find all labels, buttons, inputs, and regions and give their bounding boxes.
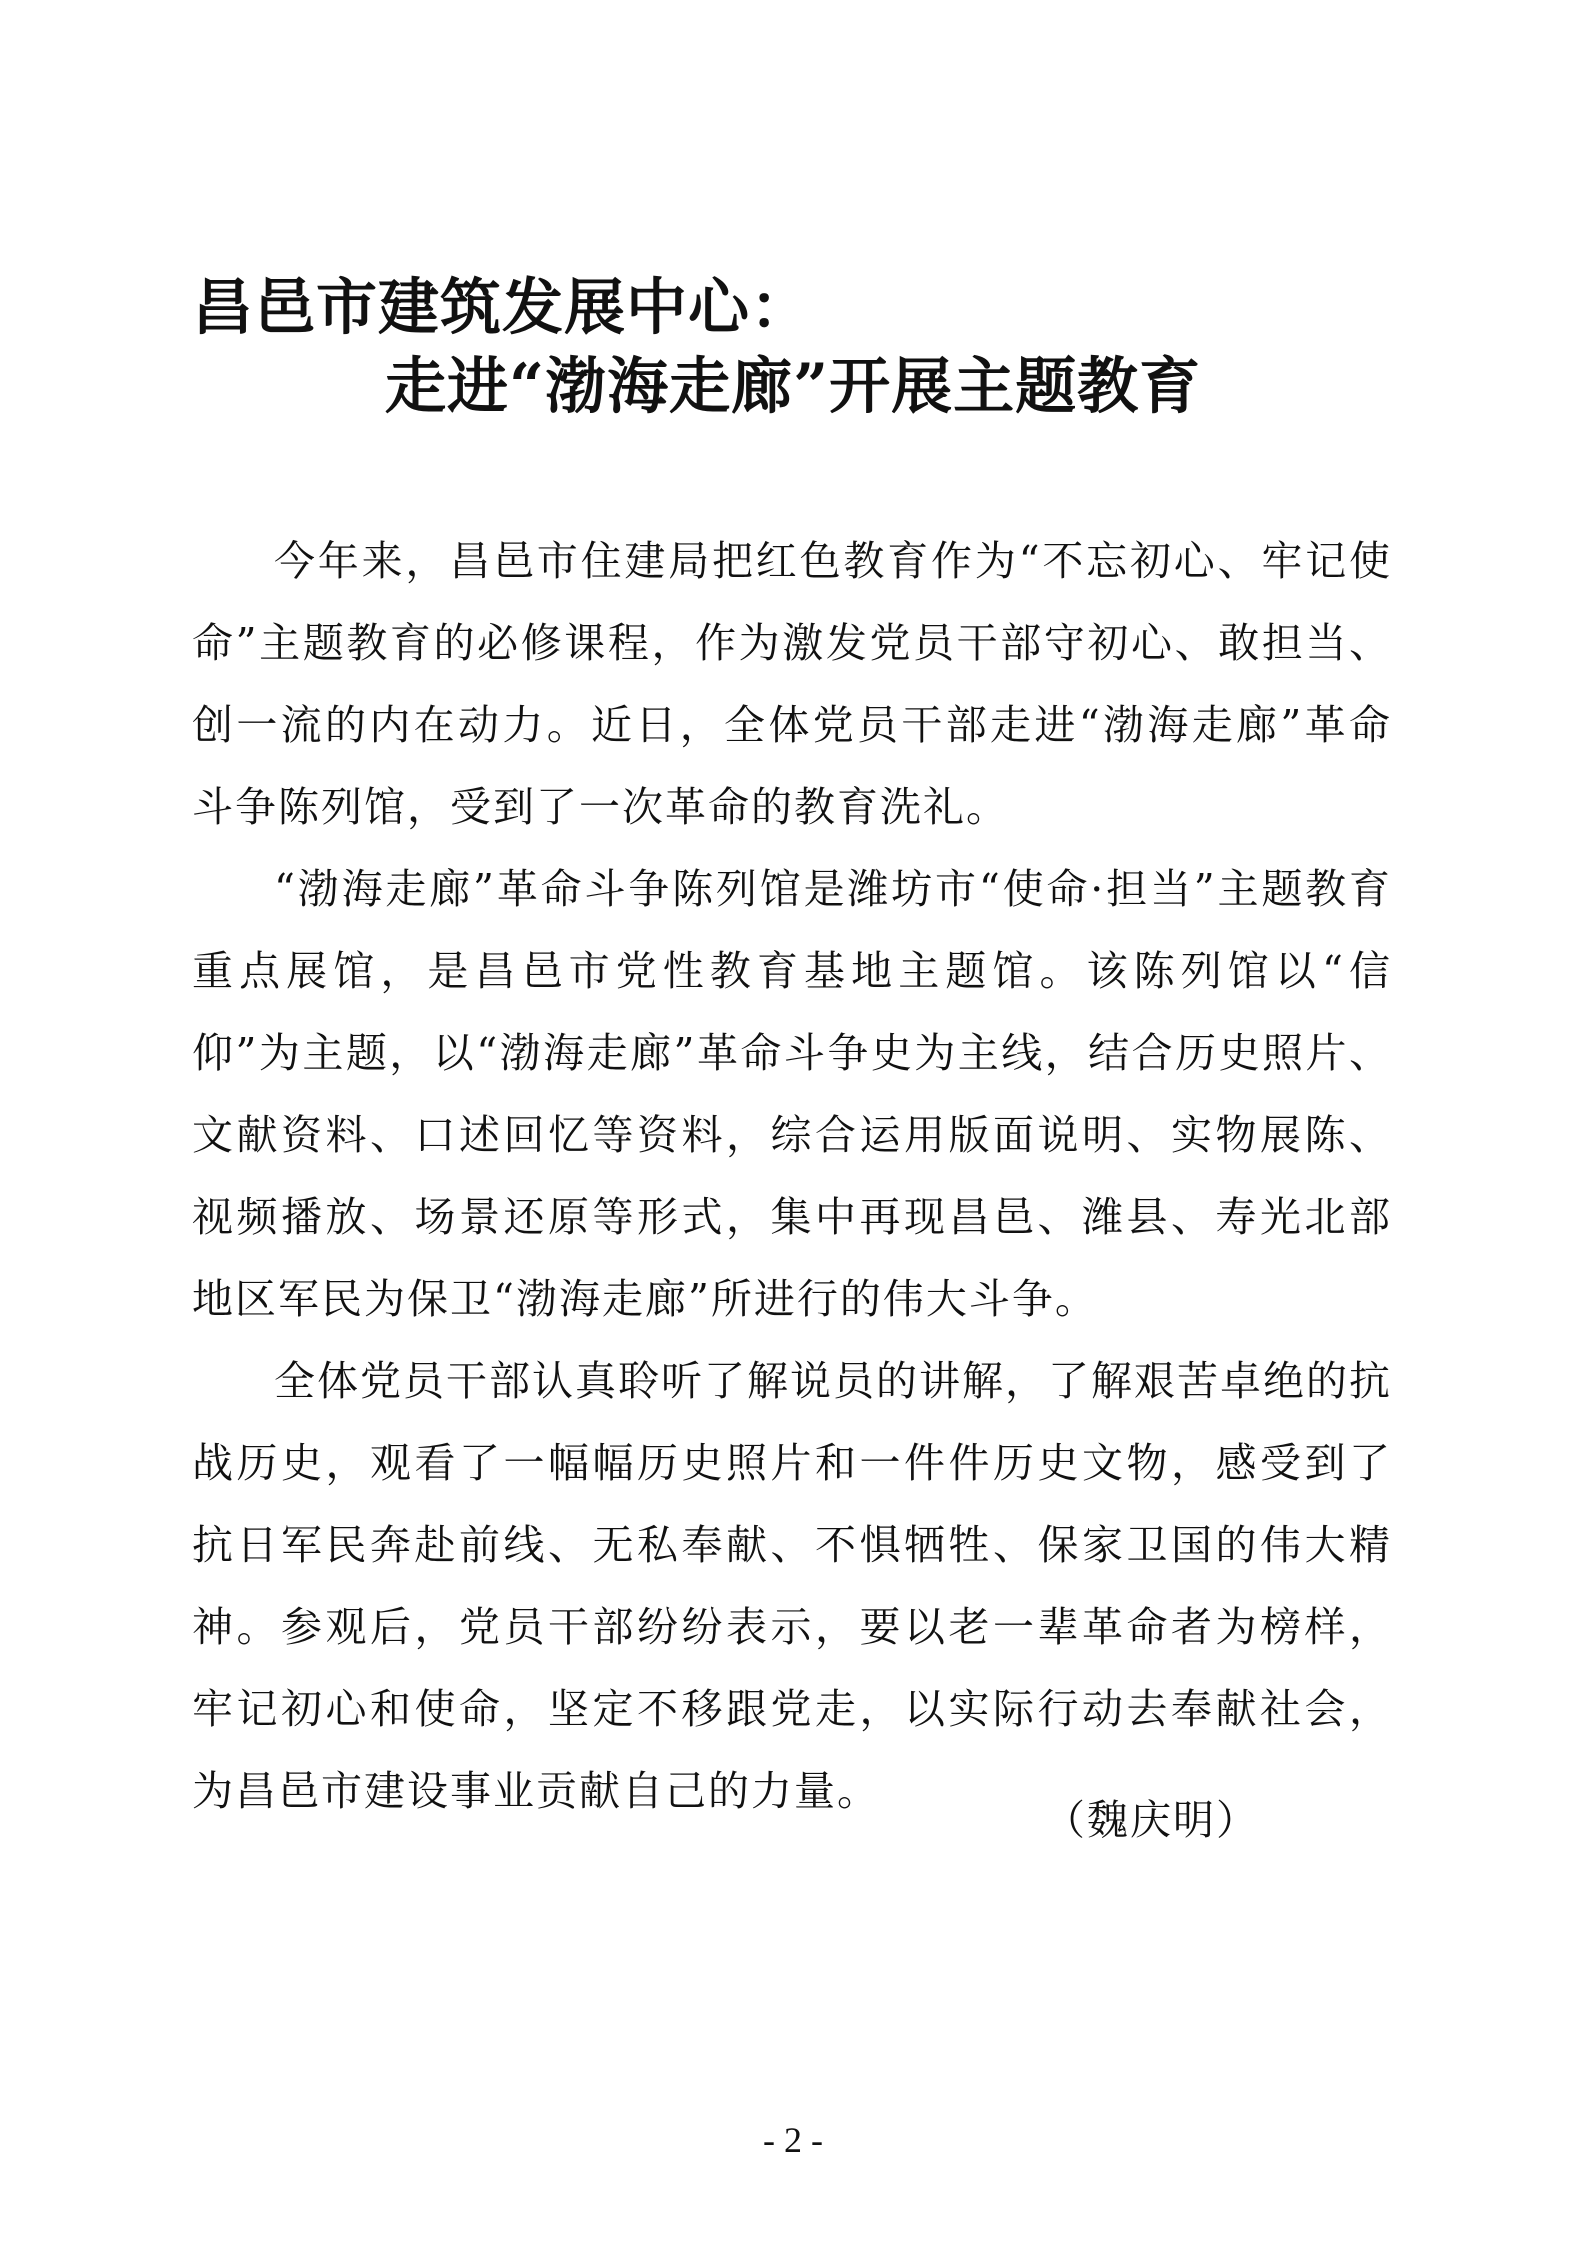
page-number: - 2 - xyxy=(763,2120,823,2160)
body-paragraph-2: “渤海走廊”革命斗争陈列馆是潍坊市“使命·担当”主题教育重点展馆，是昌邑市党性教育基地主题馆。该陈列馆以“信仰”为主题，以“渤海走廊”革命斗争史为主线，结合历史照片、文献资料、口述回忆等资料，综合运用版面说明、实物展陈、视频播放、场景还原等形式，集中再现昌邑、潍县、寿光北部地区军民为保卫“渤海走廊”所进行的伟大斗争。 xyxy=(192,865,1392,1323)
body-paragraph-1: 今年来，昌邑市住建局把红色教育作为“不忘初心、牢记使命”主题教育的必修课程，作为激发党员干部守初心、敢担当、创一流的内在动力。近日，全体党员干部走进“渤海走廊”革命斗争陈列馆，受到了一次革命的教育洗礼。 xyxy=(192,537,1392,831)
article-body xyxy=(192,520,1392,1832)
article-title-line-2: 走进“渤海走廊”开展主题教育 xyxy=(385,351,1202,422)
body-paragraph-3: 全体党员干部认真聆听了解说员的讲解，了解艰苦卓绝的抗战历史，观看了一幅幅历史照片和一件件历史文物，感受到了抗日军民奔赴前线、无私奉献、不惧牺牲、保家卫国的伟大精神。参观后，党员干部纷纷表示，要以老一辈革命者为榜样，牢记初心和使命，坚定不移跟党走，以实际行动去奉献社会，为昌邑市建设事业贡献自己的力量。 xyxy=(192,1357,1392,1815)
article-title-line-1: 昌邑市建筑发展中心： xyxy=(192,272,813,343)
author-byline: （魏庆明） xyxy=(1044,1796,1259,1844)
